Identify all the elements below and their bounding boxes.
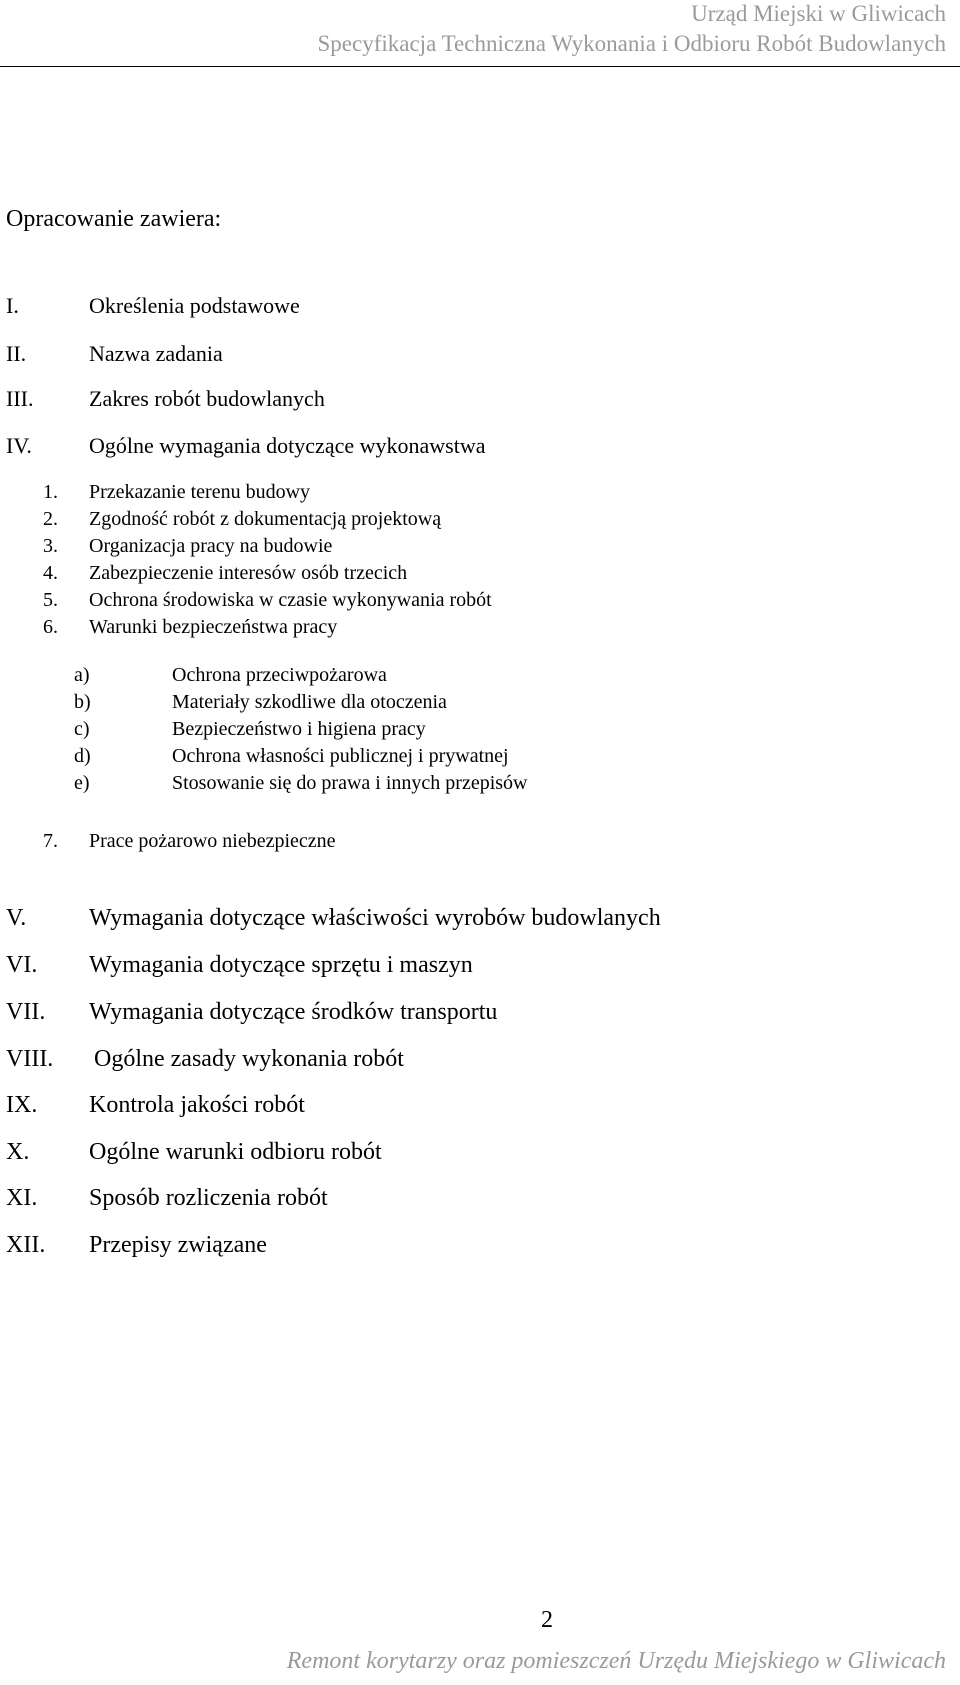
toc-section-title: Przepisy związane bbox=[89, 1232, 267, 1258]
toc-subsubsection-title: Ochrona własności publicznej i prywatnej bbox=[172, 745, 509, 767]
toc-section-title: Wymagania dotyczące środków transportu bbox=[89, 999, 498, 1025]
toc-subsection-title: Zabezpieczenie interesów osób trzecich bbox=[89, 562, 408, 584]
toc-subsection-number: 2. bbox=[43, 508, 58, 530]
toc-section-number: VI. bbox=[6, 952, 38, 978]
toc-subsection-number: 3. bbox=[43, 535, 58, 557]
toc-subsection-number: 7. bbox=[43, 830, 58, 852]
toc-section-number: IX. bbox=[6, 1092, 38, 1118]
toc-section-number: I. bbox=[6, 293, 19, 318]
toc-section-title: Nazwa zadania bbox=[89, 341, 223, 366]
page-number: 2 bbox=[541, 1607, 553, 1633]
toc-section-number: II. bbox=[6, 341, 27, 366]
footer-project-title: Remont korytarzy oraz pomieszczeń Urzędu Miejskiego w Gliwicach bbox=[286, 1648, 946, 1674]
toc-subsection-number: 6. bbox=[43, 616, 58, 638]
toc-section-title: Zakres robót budowlanych bbox=[89, 386, 325, 411]
toc-subsubsection-title: Stosowanie się do prawa i innych przepisów bbox=[172, 772, 528, 794]
toc-section-number: III. bbox=[6, 386, 34, 411]
toc-subsection-number: 5. bbox=[43, 589, 58, 611]
toc-section-number: VIII. bbox=[6, 1046, 54, 1072]
toc-section-number: XI. bbox=[6, 1185, 38, 1211]
toc-subsubsection-letter: a) bbox=[74, 664, 90, 686]
toc-subsubsection-letter: d) bbox=[74, 745, 91, 767]
toc-subsubsection-title: Bezpieczeństwo i higiena pracy bbox=[172, 718, 426, 740]
toc-section-number: XII. bbox=[6, 1232, 46, 1258]
toc-section-title: Ogólne zasady wykonania robót bbox=[94, 1046, 404, 1072]
toc-subsection-title: Prace pożarowo niebezpieczne bbox=[89, 830, 336, 852]
toc-subsection-title: Przekazanie terenu budowy bbox=[89, 481, 311, 503]
toc-section-title: Ogólne warunki odbioru robót bbox=[89, 1139, 382, 1165]
toc-subsubsection-letter: c) bbox=[74, 718, 90, 740]
toc-section-number: IV. bbox=[6, 433, 32, 458]
toc-section-number: VII. bbox=[6, 999, 46, 1025]
header-divider bbox=[0, 66, 960, 67]
toc-subsection-title: Organizacja pracy na budowie bbox=[89, 535, 333, 557]
toc-section-number: X. bbox=[6, 1139, 30, 1165]
toc-section-number: V. bbox=[6, 905, 27, 931]
toc-subsection-title: Ochrona środowiska w czasie wykonywania robót bbox=[89, 589, 492, 611]
header-document-title: Specyfikacja Techniczna Wykonania i Odbioru Robót Budowlanych bbox=[317, 31, 946, 56]
toc-section-title: Kontrola jakości robót bbox=[89, 1092, 305, 1118]
toc-subsection-title: Zgodność robót z dokumentacją projektową bbox=[89, 508, 442, 530]
toc-subsubsection-letter: e) bbox=[74, 772, 90, 794]
toc-subsection-number: 1. bbox=[43, 481, 58, 503]
toc-subsubsection-title: Materiały szkodliwe dla otoczenia bbox=[172, 691, 447, 713]
toc-section-title: Określenia podstawowe bbox=[89, 293, 300, 318]
toc-section-title: Ogólne wymagania dotyczące wykonawstwa bbox=[89, 433, 486, 458]
toc-section-title: Wymagania dotyczące właściwości wyrobów budowlanych bbox=[89, 905, 661, 931]
toc-subsection-number: 4. bbox=[43, 562, 58, 584]
toc-subsubsection-title: Ochrona przeciwpożarowa bbox=[172, 664, 387, 686]
toc-section-title: Wymagania dotyczące sprzętu i maszyn bbox=[89, 952, 473, 978]
toc-subsubsection-letter: b) bbox=[74, 691, 91, 713]
toc-intro: Opracowanie zawiera: bbox=[6, 206, 222, 232]
toc-section-title: Sposób rozliczenia robót bbox=[89, 1185, 328, 1211]
header-office-name: Urząd Miejski w Gliwicach bbox=[691, 1, 946, 26]
toc-subsection-title: Warunki bezpieczeństwa pracy bbox=[89, 616, 338, 638]
